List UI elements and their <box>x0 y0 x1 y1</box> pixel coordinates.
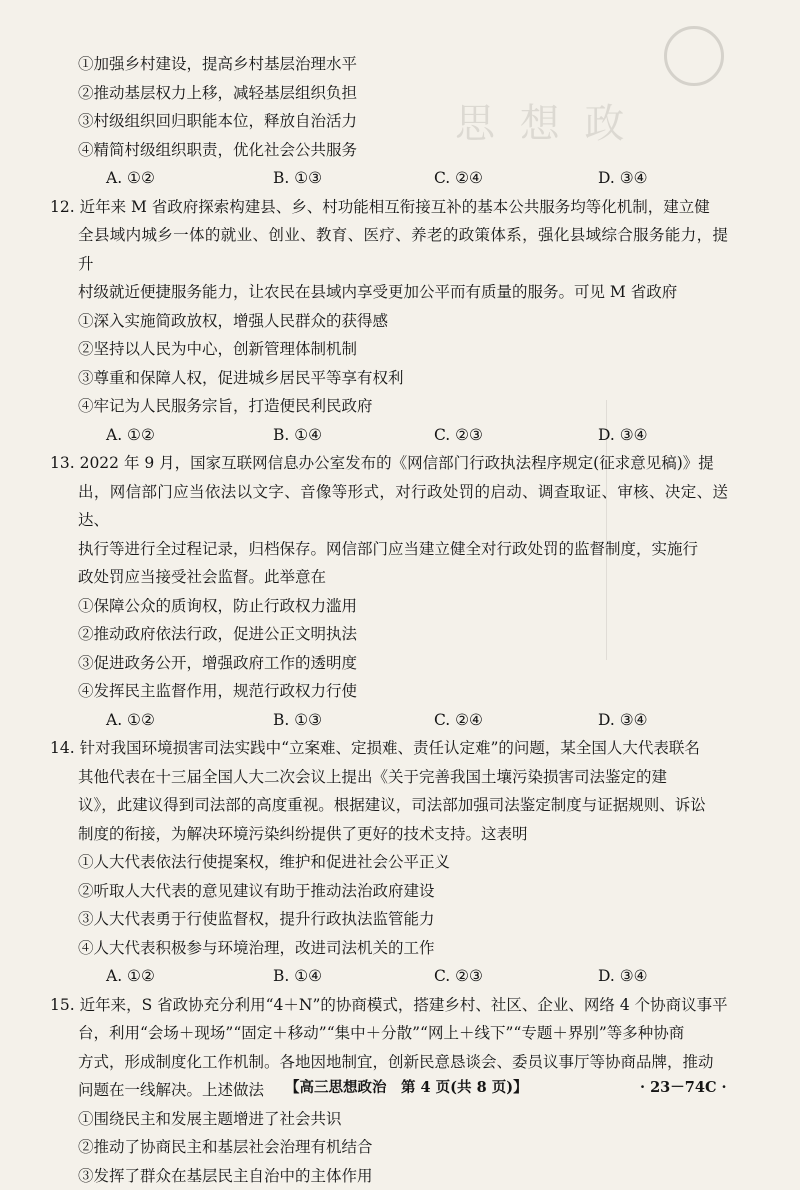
stem-line: 15. 近年来，S 省政协充分利用“4＋N”的协商模式，搭建乡村、社区、企业、网络 4 个协商议事平 <box>50 991 728 1020</box>
option: ②坚持以人民为中心，创新管理体制机制 <box>78 335 728 364</box>
option: ③村级组织回归职能本位，释放自治活力 <box>78 107 728 136</box>
option: ②推动了协商民主和基层社会治理有机结合 <box>78 1133 728 1162</box>
answer-choices <box>78 421 728 450</box>
answer-choices <box>78 164 728 193</box>
choice-b: B. ①③ <box>273 164 434 193</box>
option: ③发挥了群众在基层民主自治中的主体作用 <box>78 1162 728 1190</box>
choice-a: A. ①② <box>106 164 273 193</box>
choice-b: B. ①④ <box>273 962 434 991</box>
question-stem <box>78 734 728 848</box>
choice-a: A. ①② <box>106 962 273 991</box>
choice-c: C. ②④ <box>434 164 598 193</box>
stem-line: 13. 2022 年 9 月，国家互联网信息办公室发布的《网信部门行政执法程序规定(征求意见稿)》提 <box>50 449 728 478</box>
choice-d: D. ③④ <box>598 164 718 193</box>
stem-line: 执行等进行全过程记录，归档保存。网信部门应当建立健全对行政处罚的监督制度，实施行 <box>78 535 728 564</box>
option: ④人大代表积极参与环境治理，改进司法机关的工作 <box>78 934 728 963</box>
footer-code: · 23－74C · <box>640 1076 727 1097</box>
choice-b: B. ①④ <box>273 421 434 450</box>
stem-line: 全县域内城乡一体的就业、创业、教育、医疗、养老的政策体系，强化县域综合服务能力，提升 <box>78 221 728 278</box>
stem-line: 村级就近便捷服务能力，让农民在县域内享受更加公平而有质量的服务。可见 M 省政府 <box>78 278 728 307</box>
choice-d: D. ③④ <box>598 421 718 450</box>
stem-line: 12. 近年来 M 省政府探索构建县、乡、村功能相互衔接互补的基本公共服务均等化机制，建立健 <box>50 193 728 222</box>
stem-line: 台，利用“会场＋现场”“固定＋移动”“集中＋分散”“网上＋线下”“专题＋界别”等多种协商 <box>78 1019 728 1048</box>
option: ②推动基层权力上移，减轻基层组织负担 <box>78 79 728 108</box>
choice-d: D. ③④ <box>598 962 718 991</box>
option: ①围绕民主和发展主题增进了社会共识 <box>78 1105 728 1134</box>
answer-choices <box>78 706 728 735</box>
option: ①加强乡村建设，提高乡村基层治理水平 <box>78 50 728 79</box>
stem-line: 政处罚应当接受社会监督。此举意在 <box>78 563 728 592</box>
stem-line: 14. 针对我国环境损害司法实践中“立案难、定损难、责任认定难”的问题，某全国人大代表联名 <box>50 734 728 763</box>
option: ①保障公众的质询权，防止行政权力滥用 <box>78 592 728 621</box>
option: ②听取人大代表的意见建议有助于推动法治政府建设 <box>78 877 728 906</box>
footer-title: 【高三思想政治 第 4 页(共 8 页)】 <box>285 1076 528 1097</box>
bleed-through-text: 思 想 政 <box>455 92 630 149</box>
choice-c: C. ②③ <box>434 421 598 450</box>
question-content <box>78 50 728 1190</box>
answer-choices <box>78 962 728 991</box>
choice-b: B. ①③ <box>273 706 434 735</box>
choice-c: C. ②④ <box>434 706 598 735</box>
choice-c: C. ②③ <box>434 962 598 991</box>
option: ①人大代表依法行使提案权，维护和促进社会公平正义 <box>78 848 728 877</box>
question-13 <box>78 449 728 734</box>
choice-d: D. ③④ <box>598 706 718 735</box>
stem-line: 问题在一线解决。上述做法 <box>78 1076 728 1105</box>
choice-a: A. ①② <box>106 421 273 450</box>
question-14 <box>78 734 728 991</box>
option: ③促进政务公开，增强政府工作的透明度 <box>78 649 728 678</box>
option: ②推动政府依法行政，促进公正文明执法 <box>78 620 728 649</box>
option: ③尊重和保障人权，促进城乡居民平等享有权利 <box>78 364 728 393</box>
stem-line: 出，网信部门应当依法以文字、音像等形式，对行政处罚的启动、调查取证、审核、决定、送达、 <box>78 478 728 535</box>
option: ③人大代表勇于行使监督权，提升行政执法监管能力 <box>78 905 728 934</box>
choice-a: A. ①② <box>106 706 273 735</box>
stem-line: 方式，形成制度化工作机制。各地因地制宜，创新民意恳谈会、委员议事厅等协商品牌，推动 <box>78 1048 728 1077</box>
stem-line: 其他代表在十三届全国人大二次会议上提出《关于完善我国土壤污染损害司法鉴定的建 <box>78 763 728 792</box>
option: ④发挥民主监督作用，规范行政权力行使 <box>78 677 728 706</box>
stem-line: 制度的衔接，为解决环境污染纠纷提供了更好的技术支持。这表明 <box>78 820 728 849</box>
option: ④牢记为人民服务宗旨，打造便民利民政府 <box>78 392 728 421</box>
option: ④精简村级组织职责，优化社会公共服务 <box>78 136 728 165</box>
stem-line: 议》，此建议得到司法部的高度重视。根据建议，司法部加强司法鉴定制度与证据规则、诉讼 <box>78 791 728 820</box>
question-stem <box>78 449 728 592</box>
question-stem <box>78 193 728 307</box>
top-options <box>78 50 728 193</box>
question-12 <box>78 193 728 450</box>
option: ①深入实施简政放权，增强人民群众的获得感 <box>78 307 728 336</box>
